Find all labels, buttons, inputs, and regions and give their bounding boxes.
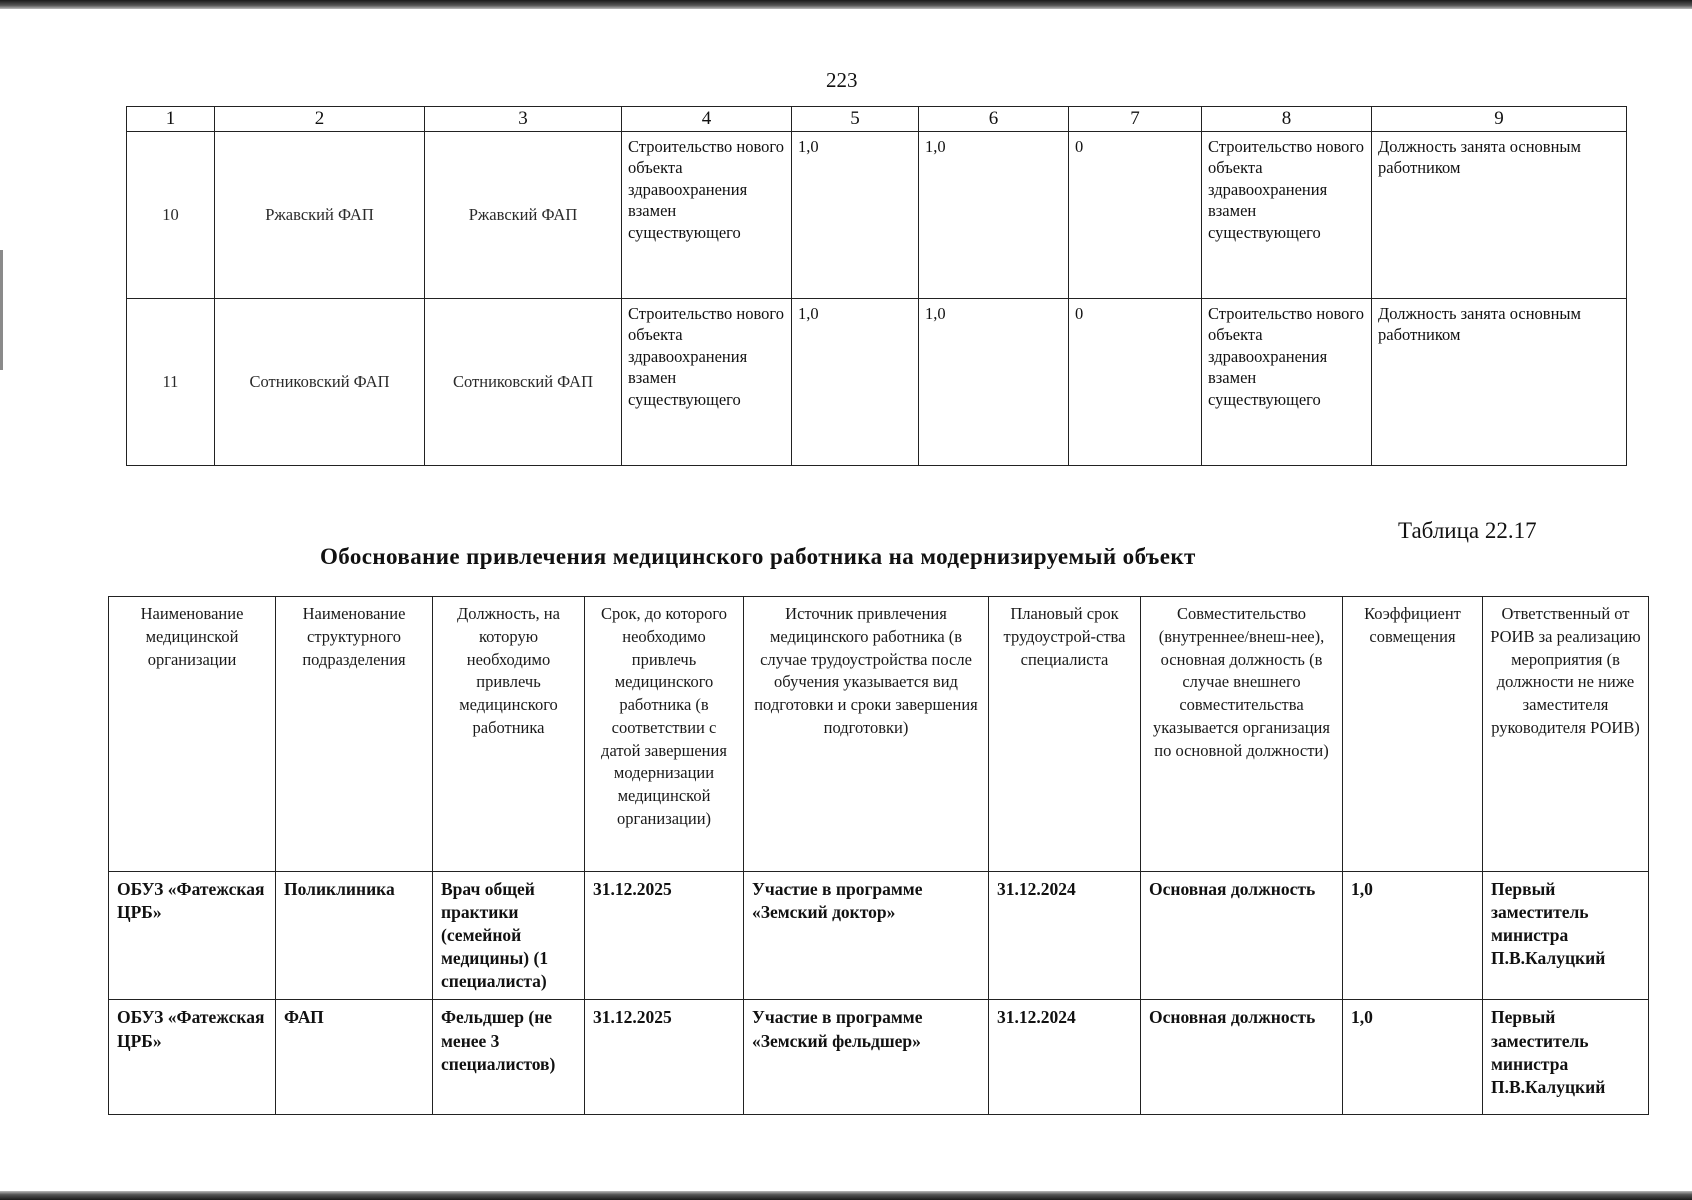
deadline: 31.12.2025 bbox=[585, 1000, 744, 1115]
table-row bbox=[127, 299, 1627, 466]
org-name: Сотниковский ФАП bbox=[215, 299, 425, 466]
col-number-3: 3 bbox=[425, 107, 622, 132]
value-7: 0 bbox=[1069, 299, 1202, 466]
measure: Строительство нового объекта здравоохранения взамен существующего bbox=[622, 299, 792, 466]
header-position: Должность, на которую необходимо привлечь медицинского работника bbox=[433, 597, 585, 872]
row-number: 10 bbox=[127, 132, 215, 299]
header-deadline: Срок, до которого необходимо привлечь медицинского работника (в соответствии с датой завершения модернизации медицинской организации) bbox=[585, 597, 744, 872]
header-org: Наименование медицинской организации bbox=[109, 597, 276, 872]
section-title: Обоснование привлечения медицинского работника на модернизируемый объект bbox=[320, 544, 1196, 569]
scan-edge-top bbox=[0, 0, 1692, 9]
col-number-2: 2 bbox=[215, 107, 425, 132]
value-6: 1,0 bbox=[919, 299, 1069, 466]
value-5: 1,0 bbox=[792, 132, 919, 299]
table-row bbox=[109, 872, 1649, 1000]
column-number-row bbox=[127, 107, 1627, 132]
header-combination: Совместительство (внутреннее/внеш-нее), основная должность (в случае внешнего совместительства указывается организация по основной должности) bbox=[1141, 597, 1343, 872]
coefficient: 1,0 bbox=[1343, 1000, 1483, 1115]
header-responsible: Ответственный от РОИВ за реализацию мероприятия (в должности не ниже заместителя руководителя РОИВ) bbox=[1483, 597, 1649, 872]
value-6: 1,0 bbox=[919, 132, 1069, 299]
header-row bbox=[109, 597, 1649, 872]
source: Участие в программе «Земский доктор» bbox=[744, 872, 989, 1000]
scan-edge-left bbox=[0, 250, 3, 370]
unit-name: ФАП bbox=[276, 1000, 433, 1115]
header-coefficient: Коэффициент совмещения bbox=[1343, 597, 1483, 872]
org-name: ОБУЗ «Фатежская ЦРБ» bbox=[109, 1000, 276, 1115]
source: Участие в программе «Земский фельдшер» bbox=[744, 1000, 989, 1115]
combination: Основная должность bbox=[1141, 872, 1343, 1000]
table-row bbox=[127, 132, 1627, 299]
position: Фельдшер (не менее 3 специалистов) bbox=[433, 1000, 585, 1115]
value-7: 0 bbox=[1069, 132, 1202, 299]
org-name: Ржавский ФАП bbox=[215, 132, 425, 299]
table-label: Таблица 22.17 bbox=[1398, 518, 1537, 543]
responsible: Первый заместитель министра П.В.Калуцкий bbox=[1483, 872, 1649, 1000]
planned-date: 31.12.2024 bbox=[989, 872, 1141, 1000]
position: Врач общей практики (семейной медицины) (1 специалиста) bbox=[433, 872, 585, 1000]
combination: Основная должность bbox=[1141, 1000, 1343, 1115]
header-unit: Наименование структурного подразделения bbox=[276, 597, 433, 872]
unit-name: Поликлиника bbox=[276, 872, 433, 1000]
planned-date: 31.12.2024 bbox=[989, 1000, 1141, 1115]
deadline: 31.12.2025 bbox=[585, 872, 744, 1000]
col-number-7: 7 bbox=[1069, 107, 1202, 132]
header-planned-date: Плановый срок трудоустрой-ства специалиста bbox=[989, 597, 1141, 872]
table-row bbox=[109, 1000, 1649, 1115]
row-number: 11 bbox=[127, 299, 215, 466]
measure-result: Строительство нового объекта здравоохранения взамен существующего bbox=[1202, 299, 1372, 466]
unit-name: Ржавский ФАП bbox=[425, 132, 622, 299]
unit-name: Сотниковский ФАП bbox=[425, 299, 622, 466]
value-5: 1,0 bbox=[792, 299, 919, 466]
page-number: 223 bbox=[826, 68, 858, 92]
position-status: Должность занята основным работником bbox=[1372, 132, 1627, 299]
position-status: Должность занята основным работником bbox=[1372, 299, 1627, 466]
responsible: Первый заместитель министра П.В.Калуцкий bbox=[1483, 1000, 1649, 1115]
scan-edge-bottom bbox=[0, 1191, 1692, 1200]
measure: Строительство нового объекта здравоохранения взамен существующего bbox=[622, 132, 792, 299]
col-number-1: 1 bbox=[127, 107, 215, 132]
org-name: ОБУЗ «Фатежская ЦРБ» bbox=[109, 872, 276, 1000]
col-number-6: 6 bbox=[919, 107, 1069, 132]
staff-recruitment-table bbox=[108, 596, 1649, 1115]
col-number-5: 5 bbox=[792, 107, 919, 132]
coefficient: 1,0 bbox=[1343, 872, 1483, 1000]
measure-result: Строительство нового объекта здравоохранения взамен существующего bbox=[1202, 132, 1372, 299]
facility-table-continued bbox=[126, 106, 1627, 466]
header-source: Источник привлечения медицинского работника (в случае трудоустройства после обучения указывается вид подготовки и сроки завершения подготовки) bbox=[744, 597, 989, 872]
col-number-9: 9 bbox=[1372, 107, 1627, 132]
col-number-8: 8 bbox=[1202, 107, 1372, 132]
col-number-4: 4 bbox=[622, 107, 792, 132]
